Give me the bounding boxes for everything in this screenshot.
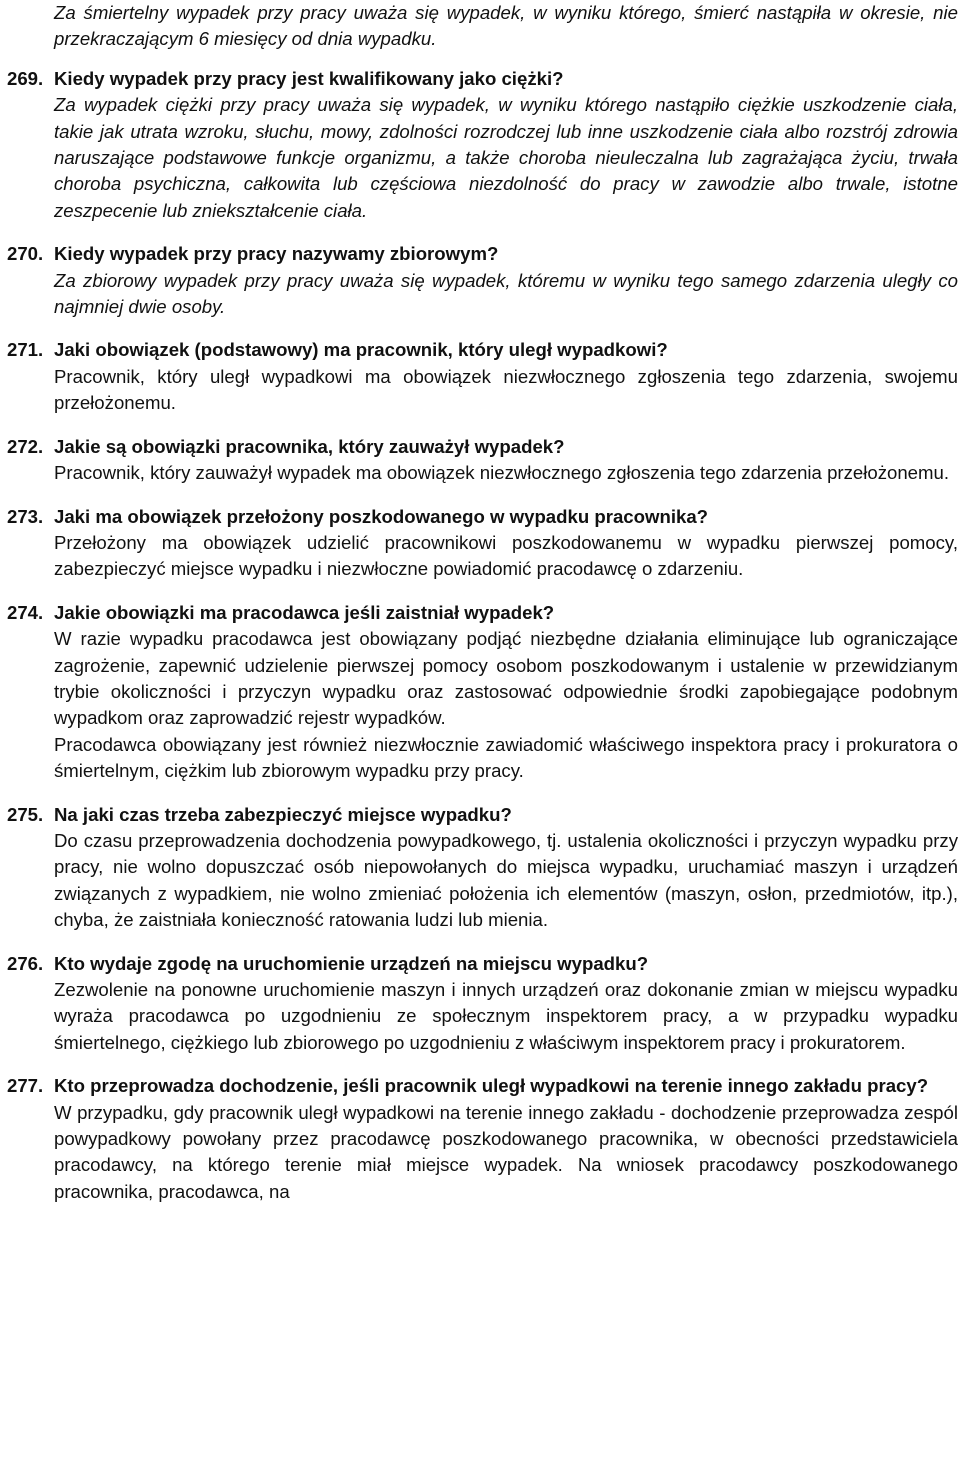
answer-paragraph: Pracodawca obowiązany jest również niezwłocznie zawiadomić właściwego inspektora pracy i prokuratora o śmiertelnym, ciężkim lub zbiorowym wypadku przy pracy. bbox=[54, 733, 958, 782]
question-number: 273. bbox=[7, 505, 44, 527]
question-text: Jakie obowiązki ma pracodawca jeśli zaistniał wypadek? bbox=[54, 601, 555, 623]
question-heading bbox=[7, 802, 958, 828]
question-text: Kto przeprowadza dochodzenie, jeśli pracownik uległ wypadkowi na terenie innego zakładu pracy? bbox=[54, 1075, 929, 1097]
spacer bbox=[54, 934, 958, 951]
question-number: 271. bbox=[7, 339, 44, 361]
question-heading bbox=[7, 337, 958, 363]
question-text: Jaki ma obowiązek przełożony poszkodowanego w wypadku pracownika? bbox=[54, 505, 709, 527]
intro-paragraph: Za śmiertelny wypadek przy pracy uważa się wypadek, w wyniku którego, śmierć nastąpiła w okresie, nie przekraczającym 6 miesięcy od dnia wypadku. bbox=[54, 2, 958, 50]
qa-item bbox=[7, 224, 958, 320]
spacer bbox=[54, 583, 958, 600]
spacer bbox=[54, 487, 958, 504]
answer-paragraph: Zezwolenie na ponowne uruchomienie maszyn i innych urządzeń oraz dokonanie zmian w miejscu wypadku wyraża pracodawca po uzgodnieniu ze społecznym inspektorem pracy, a w przypadku wypadku śmiertelnego, ciężkiego lub zbiorowego po uzgodnieniu z właściwym inspektorem pracy i prokuratorem. bbox=[54, 979, 958, 1053]
answer-paragraph: Pracownik, który uległ wypadkowi ma obowiązek niezwłocznego zgłoszenia tego zdarzenia, swojemu przełożonemu. bbox=[54, 365, 958, 414]
qa-item bbox=[7, 1056, 958, 1205]
question-number: 275. bbox=[7, 803, 44, 825]
question-text: Kiedy wypadek przy pracy jest kwalifikowany jako ciężki? bbox=[54, 67, 564, 89]
answer-paragraph: Do czasu przeprowadzenia dochodzenia powypadkowego, tj. ustalenia okoliczności i przyczyn wypadku przy pracy, nie wolno dopuszczać osób niepowołanych do miejsca wypadku, uruchamiać maszyn i urządzeń związanych z wypadkiem, nie wolno zmieniać położenia ich elementów (maszyn, osłon, przedmiotów, itp.), chyba, że zaistniała konieczność ratowania ludzi lub mienia. bbox=[54, 829, 958, 931]
question-text: Jaki obowiązek (podstawowy) ma pracownik, który uległ wypadkowi? bbox=[54, 339, 668, 361]
question-number: 277. bbox=[7, 1075, 44, 1097]
spacer bbox=[54, 417, 958, 434]
question-heading bbox=[7, 600, 958, 626]
qa-list bbox=[7, 53, 958, 1205]
question-number: 270. bbox=[7, 243, 44, 265]
question-heading bbox=[7, 241, 958, 267]
spacer bbox=[54, 1056, 958, 1073]
question-heading bbox=[7, 1073, 958, 1099]
spacer bbox=[54, 224, 958, 241]
answer-paragraph: W razie wypadku pracodawca jest obowiązany podjąć niezbędne działania eliminujące lub ograniczające zagrożenie, zapewnić udzielenie pierwszej pomocy osobom poszkodowanym i ustalenie w przewidzianym trybie okoliczności i przyczyn wypadku oraz zastosować odpowiednie środki zapobiegające podobnym wypadkom oraz zaprowadzić rejestr wypadków. bbox=[54, 628, 958, 729]
answer-paragraph: W przypadku, gdy pracownik uległ wypadkowi na terenie innego zakładu - dochodzenie przeprowadza zespól powypadkowy powołany przez pracodawcę poszkodowanego pracownika, w obecności przedstawiciela pracodawcy, na którego terenie miał miejsce wypadek. Na wniosek pracodawcy poszkodowanego pracownika, pracodawca, na bbox=[54, 1101, 958, 1202]
question-text: Kiedy wypadek przy pracy nazywamy zbiorowym? bbox=[54, 243, 499, 265]
question-heading bbox=[7, 434, 958, 460]
qa-item bbox=[7, 320, 958, 416]
spacer bbox=[54, 53, 958, 66]
spacer bbox=[54, 785, 958, 802]
qa-item bbox=[7, 934, 958, 1057]
spacer bbox=[54, 320, 958, 337]
question-number: 269. bbox=[7, 67, 44, 89]
question-number: 274. bbox=[7, 601, 44, 623]
question-number: 276. bbox=[7, 952, 44, 974]
question-heading bbox=[7, 504, 958, 530]
answer-paragraph: Przełożony ma obowiązek udzielić pracownikowi poszkodowanemu w wypadku pierwszej pomocy, zabezpieczyć miejsce wypadku i niezwłoczne powiadomić pracodawcę o zdarzeniu. bbox=[54, 531, 958, 580]
question-text: Kto wydaje zgodę na uruchomienie urządzeń na miejscu wypadku? bbox=[54, 952, 649, 974]
answer-paragraph: Za zbiorowy wypadek przy pracy uważa się wypadek, któremu w wyniku tego samego zdarzenia uległy co najmniej dwie osoby. bbox=[54, 269, 958, 318]
qa-item bbox=[7, 417, 958, 487]
question-text: Na jaki czas trzeba zabezpieczyć miejsce wypadku? bbox=[54, 803, 512, 825]
qa-item bbox=[7, 583, 958, 785]
document-page bbox=[7, 0, 958, 1205]
qa-item bbox=[7, 53, 958, 224]
question-heading bbox=[7, 951, 958, 977]
question-number: 272. bbox=[7, 435, 44, 457]
question-heading bbox=[7, 66, 958, 92]
answer-paragraph: Pracownik, który zauważył wypadek ma obowiązek niezwłocznego zgłoszenia tego zdarzenia przełożonemu. bbox=[54, 462, 950, 484]
qa-item bbox=[7, 785, 958, 934]
question-text: Jakie są obowiązki pracownika, który zauważył wypadek? bbox=[54, 435, 565, 457]
answer-paragraph: Za wypadek ciężki przy pracy uważa się wypadek, w wyniku którego nastąpiło ciężkie uszkodzenie ciała, takie jak utrata wzroku, słuchu, mowy, zdolności rozrodczej lub inne uszkodzenie ciała albo rozstrój zdrowia naruszające podstawowe funkcje organizmu, a także choroba nieuleczalna lub zagrażająca życiu, trwała choroba psychiczna, całkowita lub częściowa niezdolność do pracy w zawodzie albo trwale, istotne zeszpecenie lub zniekształcenie ciała. bbox=[54, 94, 958, 221]
qa-item bbox=[7, 487, 958, 583]
